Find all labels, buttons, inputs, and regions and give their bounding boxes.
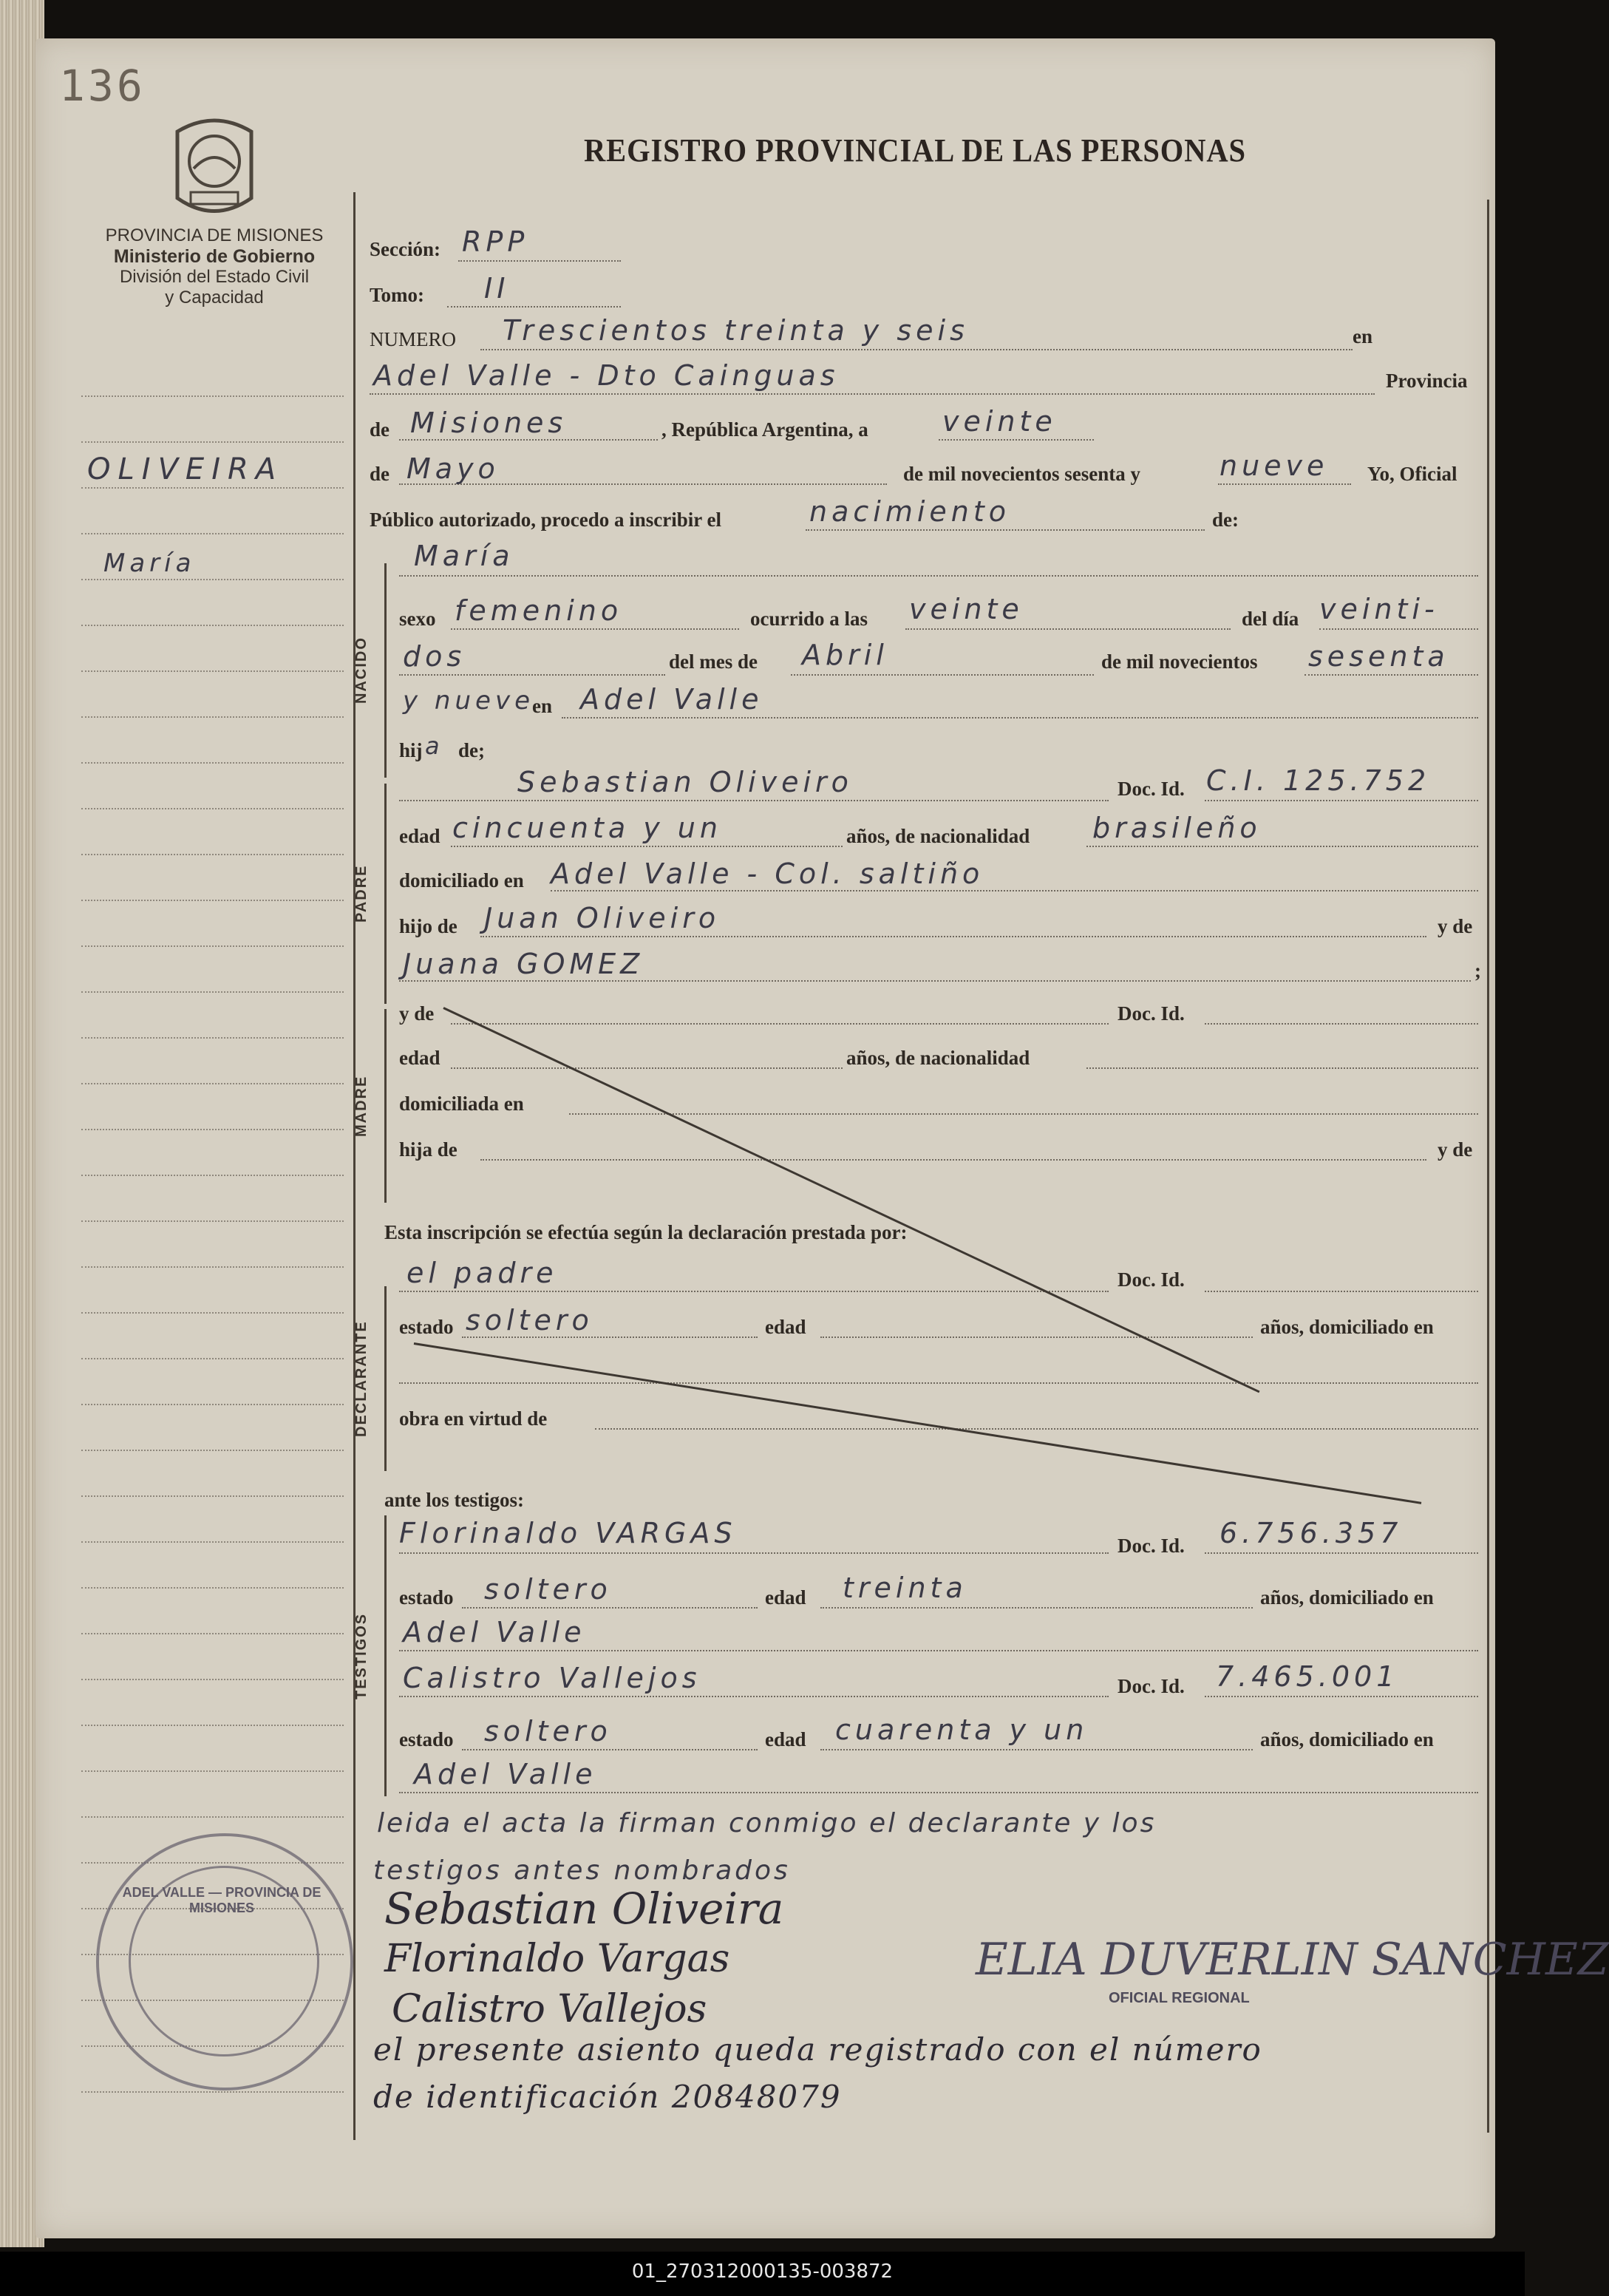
value-dia-2: dos [403,640,466,673]
value-abuelo: Juan Oliveiro [484,902,721,934]
label-declarante-edad: edad [765,1316,806,1338]
value-provincia: Misiones [410,407,568,439]
label-t2-edad: edad [765,1728,806,1750]
label-tomo: Tomo: [370,284,425,306]
file-identifier: 01_270312000135-003872 [631,2261,894,2283]
label-declarante-doc: Doc. Id. [1118,1268,1185,1291]
margin-rule-line [81,1220,344,1222]
padre-bar [384,784,387,1004]
value-anio-nac-2: y nueve [403,686,534,716]
value-declarante: el padre [406,1257,558,1289]
margin-rule-line [81,1312,344,1314]
margin-rule-line [81,1541,344,1543]
note-line-2: de identificación 20848079 [373,2079,842,2115]
label-en-2: en [532,695,552,717]
value-anio: nueve [1219,449,1329,482]
closing-line-1: leida el acta la firman conmigo el declarante y los [377,1808,1157,1838]
margin-rule-line [81,1404,344,1405]
margin-rule-line [81,1770,344,1772]
label-hij: hij [399,739,423,761]
label-provincia: Provincia [1386,370,1468,392]
label-de-semi: de; [458,739,485,761]
label-republica: , República Argentina, a [661,418,868,441]
section-padre: PADRE [353,864,370,923]
value-padre-domicilio: Adel Valle - Col. saltiño [551,857,984,890]
label-declarante-domicilio: años, domiciliado en [1260,1316,1434,1338]
note-line-1: el presente asiento queda registrado con el número [373,2031,1262,2068]
value-tomo: II [484,272,510,305]
label-t1-doc: Doc. Id. [1118,1535,1185,1557]
label-hija-de: hija de [399,1138,457,1161]
label-madre-domicilio: domiciliada en [399,1093,524,1115]
section-declarante: DECLARANTE [353,1320,370,1437]
value-dia-1: veinti- [1319,593,1439,625]
label-de-1: de [370,418,390,441]
value-t2-doc: 7.465.001 [1216,1660,1399,1693]
value-t1-estado: soltero [484,1573,612,1606]
provincial-seal-icon [163,109,266,228]
label-ocurrido: ocurrido a las [750,608,868,630]
margin-rule-line [81,487,344,489]
value-nombre: María [414,540,514,572]
section-testigos: TESTIGOS [353,1612,370,1699]
authority-line-2: Ministerio de Gobierno [113,246,316,267]
margin-rule-line [81,1725,344,1726]
label-obra: obra en virtud de [399,1407,548,1430]
label-de-mil: de mil novecientos sesenta y [903,463,1140,485]
label-padre-doc: Doc. Id. [1118,778,1185,800]
value-t1-edad: treinta [843,1572,967,1604]
signature-testigo-2: Calistro Vallejos [392,1987,707,2031]
label-de-mil-nov: de mil novecientos [1101,651,1258,673]
closing-line-2: testigos antes nombrados [373,1855,791,1886]
margin-rule-line [81,1816,344,1818]
margin-surname: OLIVEIRA [87,452,284,486]
value-padre-nacionalidad: brasileño [1092,812,1262,844]
official-title: OFICIAL REGIONAL [1109,1990,1250,2006]
margin-rule-line [81,1129,344,1130]
label-padre-domicilio: domiciliado en [399,869,524,891]
value-lugar: Adel Valle - Dto Cainguas [373,359,840,392]
label-t2-doc: Doc. Id. [1118,1675,1185,1697]
value-padre-nombre: Sebastian Oliveiro [517,766,853,798]
margin-rule-line [81,1037,344,1039]
margin-rule-line [81,762,344,764]
margin-rule-line [81,1175,344,1176]
value-t2-edad: cuarenta y un [835,1713,1089,1746]
value-lugar-nac: Adel Valle [580,683,763,716]
label-hijo-de: hijo de [399,915,457,937]
label-t2-estado: estado [399,1728,454,1750]
margin-rule-line [81,533,344,534]
label-publico: Público autorizado, procedo a inscribir el [370,509,721,531]
label-semicolon: ; [1474,960,1481,982]
margin-rule-line [81,854,344,855]
authority-line-1: PROVINCIA DE MISIONES [105,225,324,245]
label-t1-edad: edad [765,1586,806,1609]
label-t1-estado: estado [399,1586,454,1609]
registry-stamp [96,1833,353,2090]
madre-bar [384,1009,387,1203]
stamp-text: ADEL VALLE — PROVINCIA DE MISIONES [122,1885,322,1915]
margin-rule-line [81,900,344,901]
value-numero: Trescientos treinta y seis [503,314,969,347]
label-t1-domicilio: años, domiciliado en [1260,1586,1434,1609]
declarante-bar [384,1286,387,1471]
margin-rule-line [81,1083,344,1084]
label-t2-domicilio: años, domiciliado en [1260,1728,1434,1750]
value-abuela: Juana GOMEZ [403,948,644,980]
label-y-de-2: y de [1438,1138,1473,1161]
value-declarante-estado: soltero [466,1304,593,1336]
margin-rule-line [81,945,344,947]
section-madre: MADRE [353,1075,370,1137]
label-inscripcion: Esta inscripción se efectúa según la declaración prestada por: [384,1221,908,1243]
nacido-bar [384,563,387,778]
margin-rule-line [81,716,344,718]
label-sexo: sexo [399,608,436,630]
value-seccion: RPP [462,225,529,258]
value-t2-nombre: Calistro Vallejos [403,1662,701,1694]
label-madre-doc: Doc. Id. [1118,1002,1185,1025]
value-t1-domicilio: Adel Valle [403,1616,586,1648]
label-en: en [1353,325,1372,347]
margin-rule-line [81,1495,344,1497]
label-de-2: de [370,463,390,485]
label-padre-nacionalidad: años, de nacionalidad [846,825,1030,847]
label-del-mes: del mes de [669,651,758,673]
margin-rule-line [81,441,344,443]
margin-rule-line [81,395,344,397]
margin-given-name: María [103,548,196,578]
signature-oficial: ELIA DUVERLIN SANCHEZ [976,1934,1609,1986]
label-madre-nacionalidad: años, de nacionalidad [846,1047,1030,1069]
signature-padre: Sebastian Oliveira [384,1884,784,1934]
margin-rule-line [81,2091,344,2093]
margin-rule-line [81,808,344,809]
margin-rule-line [81,670,344,672]
value-t2-domicilio: Adel Valle [414,1758,597,1790]
label-madre-edad: edad [399,1047,440,1069]
value-sexo: femenino [455,594,623,627]
margin-rule-line [81,1450,344,1451]
value-padre-edad: cincuenta y un [452,812,722,844]
label-seccion: Sección: [370,238,440,260]
value-fecha-mes: Mayo [406,452,500,485]
margin-rule-line [81,1358,344,1359]
value-fecha-dia: veinte [942,405,1057,438]
value-t2-estado: soltero [484,1715,612,1748]
value-acto: nacimiento [809,495,1011,528]
right-rule [1487,200,1489,2133]
authority-line-4: y Capacidad [165,288,264,308]
page-number: 136 [59,61,146,111]
value-hora: veinte [909,593,1024,625]
label-del-dia: del día [1242,608,1299,630]
label-madre-y-de: y de [399,1002,435,1025]
margin-rule-line [81,1587,344,1589]
margin-rule-line [81,1266,344,1268]
label-declarante-estado: estado [399,1316,454,1338]
label-padre-edad: edad [399,825,440,847]
value-mes: Abril [802,639,888,671]
margin-rule-line [81,991,344,993]
margin-rule-line [81,625,344,626]
section-nacido: NACIDO [353,636,370,704]
document-title: REGISTRO PROVINCIAL DE LAS PERSONAS [584,132,1246,169]
margin-rule-line [81,1633,344,1634]
testigos-bar [384,1515,387,1796]
issuing-authority [74,225,355,308]
label-de-colon: de: [1212,509,1239,531]
value-t1-nombre: Florinaldo VARGAS [399,1517,737,1549]
label-y-de-1: y de [1438,915,1473,937]
margin-rule-line [81,579,344,580]
value-anio-nac: sesenta [1308,640,1449,673]
value-hij-suffix: a [425,732,444,760]
margin-rule-line [81,1679,344,1680]
label-testigos: ante los testigos: [384,1489,524,1511]
signature-testigo-1: Florinaldo Vargas [384,1937,730,1981]
authority-line-3: División del Estado Civil [119,267,310,287]
label-numero: NUMERO [370,328,457,350]
value-padre-doc: C.I. 125.752 [1206,764,1431,797]
value-t1-doc: 6.756.357 [1219,1517,1403,1549]
label-yo-oficial: Yo, Oficial [1367,463,1457,485]
